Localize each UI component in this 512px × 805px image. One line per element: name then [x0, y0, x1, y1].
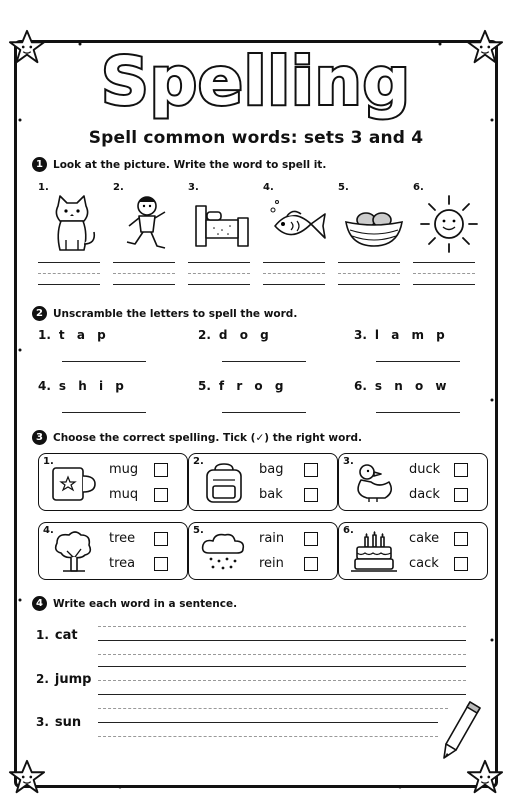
- sentence-line[interactable]: [98, 666, 466, 667]
- writing-line[interactable]: [338, 262, 400, 263]
- choice-card: 6. cake cack: [338, 522, 488, 580]
- sun-icon: [419, 194, 479, 254]
- section-1-header: [32, 157, 326, 172]
- answer-line[interactable]: [376, 412, 460, 413]
- sentence-line[interactable]: [98, 722, 438, 723]
- answer-line[interactable]: [222, 412, 306, 413]
- writing-line[interactable]: [188, 262, 250, 263]
- section-number: 3: [32, 430, 47, 445]
- mug-icon: [49, 462, 99, 504]
- option-word: muq: [109, 487, 139, 502]
- tick-box[interactable]: [454, 557, 468, 571]
- writing-guide: [113, 273, 175, 274]
- section-number: 2: [32, 306, 47, 321]
- boy-running-icon: [119, 194, 175, 254]
- answer-line[interactable]: [62, 361, 146, 362]
- option-word: bag: [259, 462, 284, 477]
- sentence-guide: [98, 708, 448, 709]
- writing-line[interactable]: [113, 284, 175, 285]
- writing-line[interactable]: [413, 262, 475, 263]
- scramble-item: 4. s h i p: [38, 379, 128, 393]
- sentence-guide: [98, 680, 466, 681]
- section-instruction: Unscramble the letters to spell the word.: [53, 307, 298, 320]
- writing-line[interactable]: [413, 284, 475, 285]
- section-4-header: [32, 596, 237, 611]
- answer-line[interactable]: [376, 361, 460, 362]
- scramble-item: 5. f r o g: [198, 379, 288, 393]
- scramble-item: 3. l a m p: [354, 328, 449, 342]
- answer-line[interactable]: [222, 361, 306, 362]
- tick-box[interactable]: [304, 488, 318, 502]
- writing-line[interactable]: [38, 262, 100, 263]
- section-number: 4: [32, 596, 47, 611]
- option-word: cake: [409, 531, 440, 546]
- cat-icon: [44, 194, 100, 254]
- option-word: tree: [109, 531, 136, 546]
- tick-box[interactable]: [154, 488, 168, 502]
- writing-line[interactable]: [263, 284, 325, 285]
- option-word: dack: [409, 487, 440, 502]
- option-word: bak: [259, 487, 283, 502]
- sentence-line[interactable]: [98, 694, 466, 695]
- writing-line[interactable]: [188, 284, 250, 285]
- tick-box[interactable]: [154, 532, 168, 546]
- writing-line[interactable]: [38, 284, 100, 285]
- star-icon: [8, 758, 46, 796]
- tick-box[interactable]: [454, 488, 468, 502]
- writing-guide: [188, 273, 250, 274]
- choice-card: 1. mug muq: [38, 453, 188, 511]
- fish-icon: [269, 194, 329, 254]
- writing-guide: [413, 273, 475, 274]
- writing-guide: [338, 273, 400, 274]
- duck-icon: [349, 462, 399, 504]
- sentence-item: 1. cat: [36, 628, 78, 643]
- answer-line[interactable]: [62, 412, 146, 413]
- choice-card: 5. rain rein: [188, 522, 338, 580]
- tick-box[interactable]: [154, 557, 168, 571]
- section-3-header: [32, 430, 362, 445]
- option-word: duck: [409, 462, 441, 477]
- section-2-header: [32, 306, 297, 321]
- sentence-guide: [98, 654, 466, 655]
- writing-line[interactable]: [263, 262, 325, 263]
- subtitle: Spell common words: sets 3 and 4: [88, 128, 424, 148]
- option-word: rain: [259, 531, 285, 546]
- choice-card: 2. bag bak: [188, 453, 338, 511]
- tick-box[interactable]: [304, 557, 318, 571]
- writing-guide: [263, 273, 325, 274]
- section-instruction: Choose the correct spelling. Tick (✓) the right word.: [53, 431, 363, 444]
- star-icon: [466, 758, 504, 796]
- sentence-item: 3. sun: [36, 715, 82, 730]
- scramble-item: 6. s n o w: [354, 379, 451, 393]
- writing-guide: [38, 273, 100, 274]
- tree-icon: [49, 531, 99, 573]
- sentence-item: 2. jump: [36, 672, 92, 687]
- pencil-icon: [440, 700, 484, 760]
- tick-box[interactable]: [454, 532, 468, 546]
- option-word: mug: [109, 462, 139, 477]
- tick-box[interactable]: [304, 532, 318, 546]
- bag-icon: [199, 462, 249, 504]
- sentence-guide: [98, 736, 438, 737]
- tick-box[interactable]: [454, 463, 468, 477]
- nest-icon: [344, 194, 404, 254]
- section-number: 1: [32, 157, 47, 172]
- cake-icon: [349, 531, 399, 573]
- sentence-guide: [98, 626, 466, 627]
- writing-line[interactable]: [113, 262, 175, 263]
- option-word: cack: [409, 556, 439, 571]
- scramble-item: 1. t a p: [38, 328, 110, 342]
- svg-text:Spelling: Spelling: [101, 43, 411, 120]
- choice-card: 4. tree trea: [38, 522, 188, 580]
- scramble-item: 2. d o g: [198, 328, 273, 342]
- bed-icon: [194, 194, 250, 254]
- tick-box[interactable]: [304, 463, 318, 477]
- option-word: rein: [259, 556, 284, 571]
- rain-cloud-icon: [199, 531, 249, 573]
- writing-line[interactable]: [338, 284, 400, 285]
- sentence-line[interactable]: [98, 640, 466, 641]
- page-title: [0, 36, 512, 126]
- tick-box[interactable]: [154, 463, 168, 477]
- section-instruction: Write each word in a sentence.: [53, 597, 238, 610]
- choice-card: 3. duck dack: [338, 453, 488, 511]
- section-instruction: Look at the picture. Write the word to spell it.: [53, 158, 327, 171]
- option-word: trea: [109, 556, 136, 571]
